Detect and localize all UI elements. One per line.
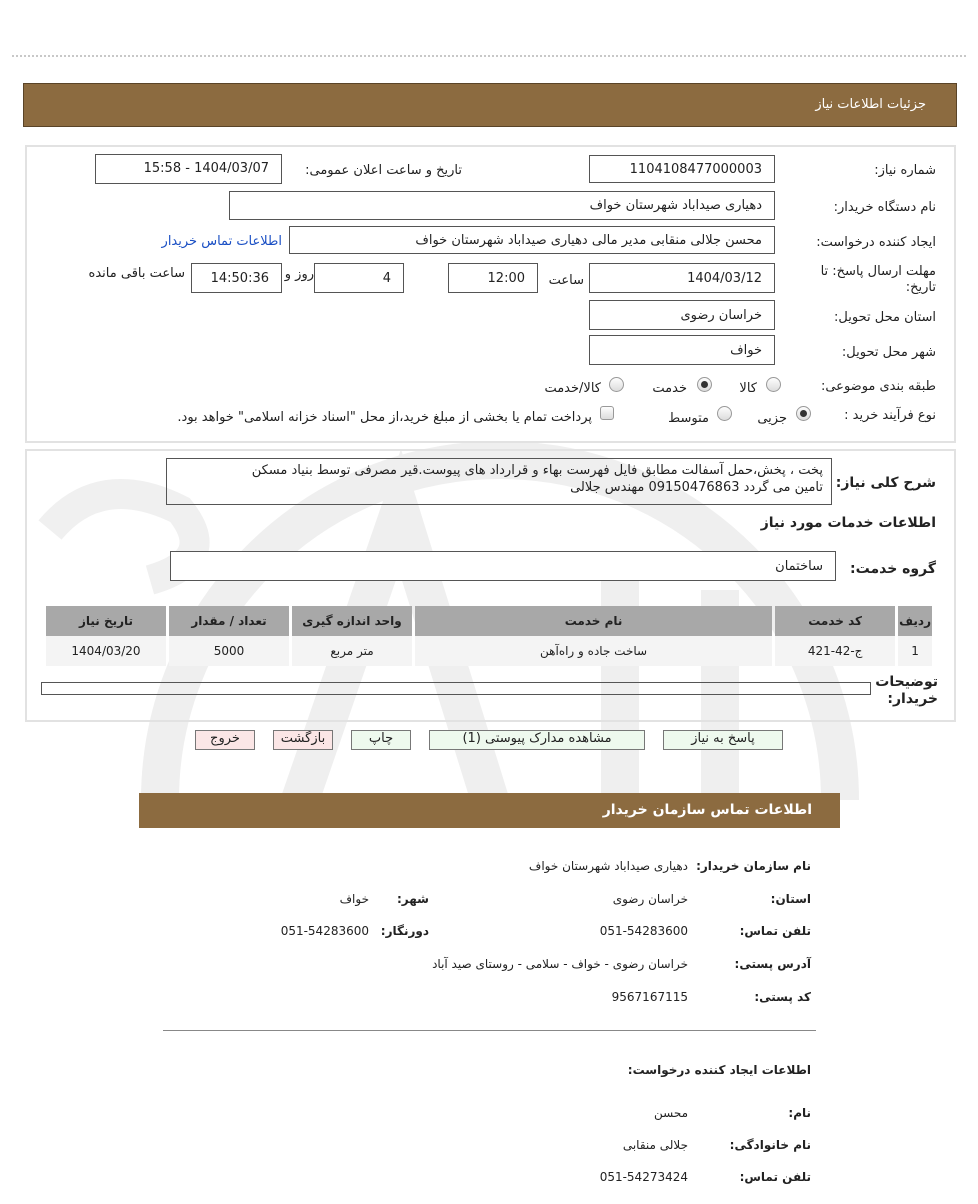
reply-button[interactable]: پاسخ به نیاز [663, 730, 783, 750]
contact-org-value: دهیاری صیداباد شهرستان خواف [528, 859, 688, 873]
contact-org-label: نام سازمان خریدار: [696, 859, 811, 873]
category-label: طبقه بندی موضوعی: [820, 379, 936, 394]
creator-phone-value: 051-54273424 [599, 1170, 688, 1184]
col-header-unit: واحد اندازه گیری [292, 606, 412, 636]
remaining-label: ساعت باقی مانده [88, 266, 185, 281]
description-box [166, 458, 832, 505]
contact-phone-label: تلفن تماس: [739, 924, 811, 938]
col-header-need-date: تاریخ نیاز [46, 606, 166, 636]
creator-label: ایجاد کننده درخواست: [816, 235, 936, 250]
description-label: شرح کلی نیاز: [835, 475, 936, 491]
contact-fax-label: دورنگار: [380, 924, 429, 938]
col-header-row-number: ردیف [898, 606, 932, 636]
cell-unit: متر مربع [292, 636, 412, 666]
contact-fax-value: 051-54283600 [280, 924, 369, 938]
category-option-service: خدمت [652, 381, 687, 396]
need-number-label: شماره نیاز: [874, 163, 936, 178]
contact-postal-value: 9567167115 [611, 990, 688, 1004]
cell-quantity: 5000 [169, 636, 289, 666]
col-header-service-name: نام خدمت [415, 606, 772, 636]
contact-address-label: آدرس پستی: [734, 957, 811, 971]
creator-last-name-value: جلالی منقابی [622, 1138, 688, 1152]
top-divider [12, 55, 966, 57]
contact-province-value: خراسان رضوی [612, 892, 688, 906]
service-group-field: ساختمان [170, 551, 836, 581]
deadline-date-field: 1404/03/12 [589, 263, 775, 293]
cell-need-date: 1404/03/20 [46, 636, 166, 666]
purchase-option-medium: متوسط [668, 411, 709, 426]
creator-phone-label: تلفن تماس: [739, 1170, 811, 1184]
service-group-label: گروه خدمت: [850, 561, 936, 577]
purchase-radio-minor[interactable] [796, 406, 811, 421]
category-radio-service[interactable] [697, 377, 712, 392]
buyer-notes-label: توضیحات خریدار: [875, 674, 938, 707]
contact-divider [163, 1030, 816, 1031]
purchase-type-label: نوع فرآیند خرید : [844, 408, 936, 423]
table-row [46, 636, 932, 666]
back-button[interactable]: بازگشت [273, 730, 333, 750]
buyer-contact-link[interactable]: اطلاعات تماس خریدار [161, 234, 282, 249]
creator-first-name-value: محسن [653, 1106, 688, 1120]
buyer-notes-field [41, 682, 871, 695]
contact-province-label: استان: [770, 892, 811, 906]
creator-last-name-label: نام خانوادگی: [729, 1138, 811, 1152]
contact-section-title: اطلاعات تماس سازمان خریدار [602, 802, 812, 818]
province-field: خراسان رضوی [589, 300, 775, 330]
purchase-option-minor: جزیی [757, 411, 787, 426]
city-field: خواف [589, 335, 775, 365]
creator-field: محسن جلالی منقابی مدیر مالی دهیاری صیداباد شهرستان خواف [289, 226, 775, 254]
category-radio-goods[interactable] [766, 377, 781, 392]
purchase-radio-medium[interactable] [717, 406, 732, 421]
contact-city-label: شهر: [397, 892, 429, 906]
need-number-field: 1104108477000003 [589, 155, 775, 183]
announce-label: تاریخ و ساعت اعلان عمومی: [305, 163, 462, 178]
description-line-1: پخت ، پخش،حمل آسفالت مطابق فایل فهرست بهاء و قرارداد های پیوست.قیر مصرفی توسط بنیاد مسکن [251, 463, 823, 478]
page-title: جزئیات اطلاعات نیاز [815, 97, 926, 112]
contact-section-header [139, 793, 840, 828]
contact-city-value: خواف [339, 892, 369, 906]
buyer-org-field: دهیاری صیداباد شهرستان خواف [229, 191, 775, 220]
cell-row-number: 1 [898, 636, 932, 666]
col-header-quantity: تعداد / مقدار [169, 606, 289, 636]
contact-address-value: خراسان رضوی - خواف - سلامی - روستای صید آباد [432, 957, 688, 971]
category-radio-goods-service[interactable] [609, 377, 624, 392]
exit-button[interactable]: خروج [195, 730, 255, 750]
treasury-note: پرداخت تمام یا بخشی از مبلغ خرید،از محل "اسناد خزانه اسلامی" خواهد بود. [177, 410, 592, 425]
description-line-2: تامین می گردد 09150476863 مهندس جلالی [570, 480, 823, 495]
days-field: 4 [314, 263, 404, 293]
days-label: روز و [284, 267, 314, 282]
cell-service-code: ج-42-421 [775, 636, 895, 666]
buyer-org-label: نام دستگاه خریدار: [833, 200, 936, 215]
remaining-time-field: 14:50:36 [191, 263, 282, 293]
table-header-row [46, 606, 932, 636]
announce-datetime-field: 1404/03/07 - 15:58 [95, 154, 282, 184]
page-header [23, 83, 957, 127]
deadline-time-field: 12:00 [448, 263, 538, 293]
services-table [43, 606, 935, 666]
creator-first-name-label: نام: [788, 1106, 811, 1120]
treasury-checkbox[interactable] [600, 406, 614, 420]
creator-section-title: اطلاعات ایجاد کننده درخواست: [627, 1063, 811, 1077]
print-button[interactable]: چاپ [351, 730, 411, 750]
services-section-title: اطلاعات خدمات مورد نیاز [760, 515, 936, 531]
city-label: شهر محل تحویل: [841, 345, 936, 360]
province-label: استان محل تحویل: [834, 310, 936, 325]
cell-service-name: ساخت جاده و راه‌آهن [415, 636, 772, 666]
deadline-label: مهلت ارسال پاسخ: تا تاریخ: [820, 264, 936, 295]
contact-phone-value: 051-54283600 [599, 924, 688, 938]
attachments-button[interactable]: مشاهده مدارک پیوستی (1) [429, 730, 645, 750]
deadline-time-label: ساعت [548, 273, 584, 288]
col-header-service-code: کد خدمت [775, 606, 895, 636]
contact-postal-label: کد پستی: [754, 990, 811, 1004]
category-option-goods-service: کالا/خدمت [544, 381, 601, 396]
category-option-goods: کالا [739, 381, 757, 396]
